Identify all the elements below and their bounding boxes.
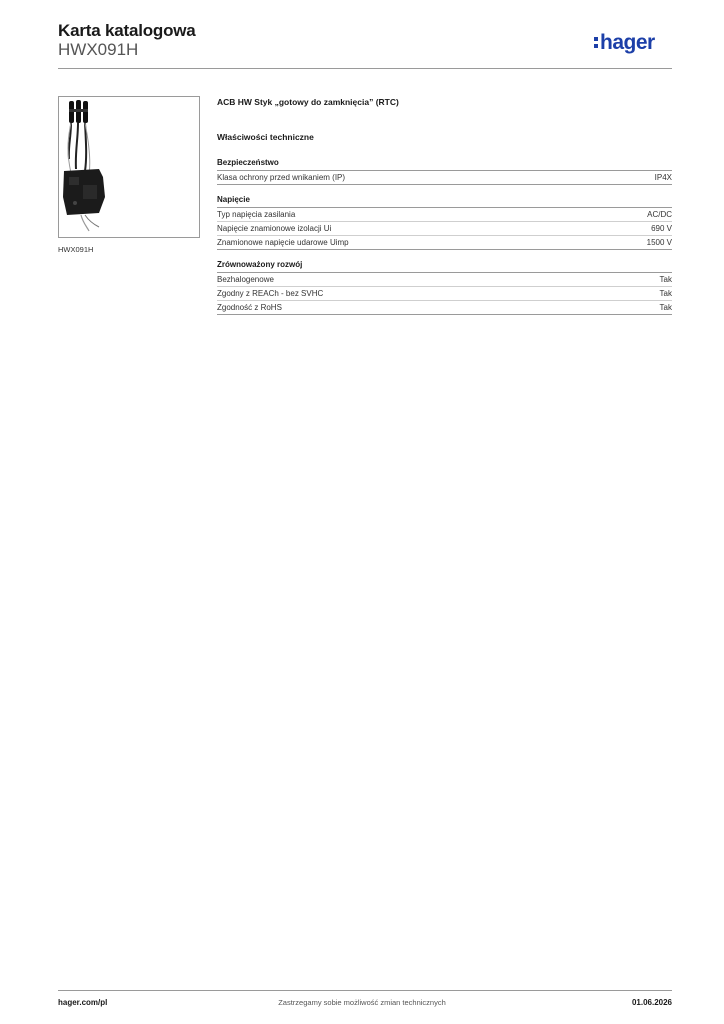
property-value: Tak xyxy=(659,274,672,284)
property-label: Zgodny z REACh - bez SVHC xyxy=(217,288,324,298)
footer-date: 01.06.2026 xyxy=(631,998,672,1007)
hager-logo xyxy=(594,28,674,58)
property-row xyxy=(217,171,672,185)
footer-divider xyxy=(58,990,672,991)
property-value: 690 V xyxy=(651,223,672,233)
property-group-voltage xyxy=(217,194,672,250)
image-caption: HWX091H xyxy=(58,245,94,254)
property-value: AC/DC xyxy=(647,209,672,219)
property-row xyxy=(217,208,672,222)
property-group-safety xyxy=(217,157,672,185)
property-label: Typ napięcia zasilania xyxy=(217,209,296,219)
property-value: IP4X xyxy=(654,172,672,182)
property-row xyxy=(217,273,672,287)
logo-text: hager xyxy=(600,31,655,54)
group-title: Napięcie xyxy=(217,194,672,208)
property-value: 1500 V xyxy=(646,237,672,247)
property-value: Tak xyxy=(659,302,672,312)
footer-website-link[interactable]: hager.com/pl xyxy=(58,998,108,1007)
product-image xyxy=(58,96,200,238)
property-label: Napięcie znamionowe izolacji Ui xyxy=(217,223,332,233)
section-title: Właściwości techniczne xyxy=(217,132,314,142)
property-row xyxy=(217,301,672,315)
property-label: Klasa ochrony przed wnikaniem (IP) xyxy=(217,172,346,182)
product-code: HWX091H xyxy=(58,40,139,59)
group-title: Bezpieczeństwo xyxy=(217,157,672,171)
product-name: ACB HW Styk „gotowy do zamknięcia” (RTC) xyxy=(217,97,399,107)
property-row xyxy=(217,222,672,236)
property-label: Zgodność z RoHS xyxy=(217,302,282,312)
property-label: Znamionowe napięcie udarowe Uimp xyxy=(217,237,349,247)
header-divider xyxy=(58,68,672,69)
property-label: Bezhalogenowe xyxy=(217,274,274,284)
group-title: Zrównoważony rozwój xyxy=(217,259,672,273)
property-group-sustainability xyxy=(217,259,672,315)
product-details xyxy=(217,96,672,324)
property-row xyxy=(217,236,672,250)
property-value: Tak xyxy=(659,288,672,298)
document-title: Karta katalogowa xyxy=(58,21,196,40)
footer-disclaimer: Zastrzegamy sobie możliwość zmian technicznych xyxy=(278,998,446,1007)
property-row xyxy=(217,287,672,301)
